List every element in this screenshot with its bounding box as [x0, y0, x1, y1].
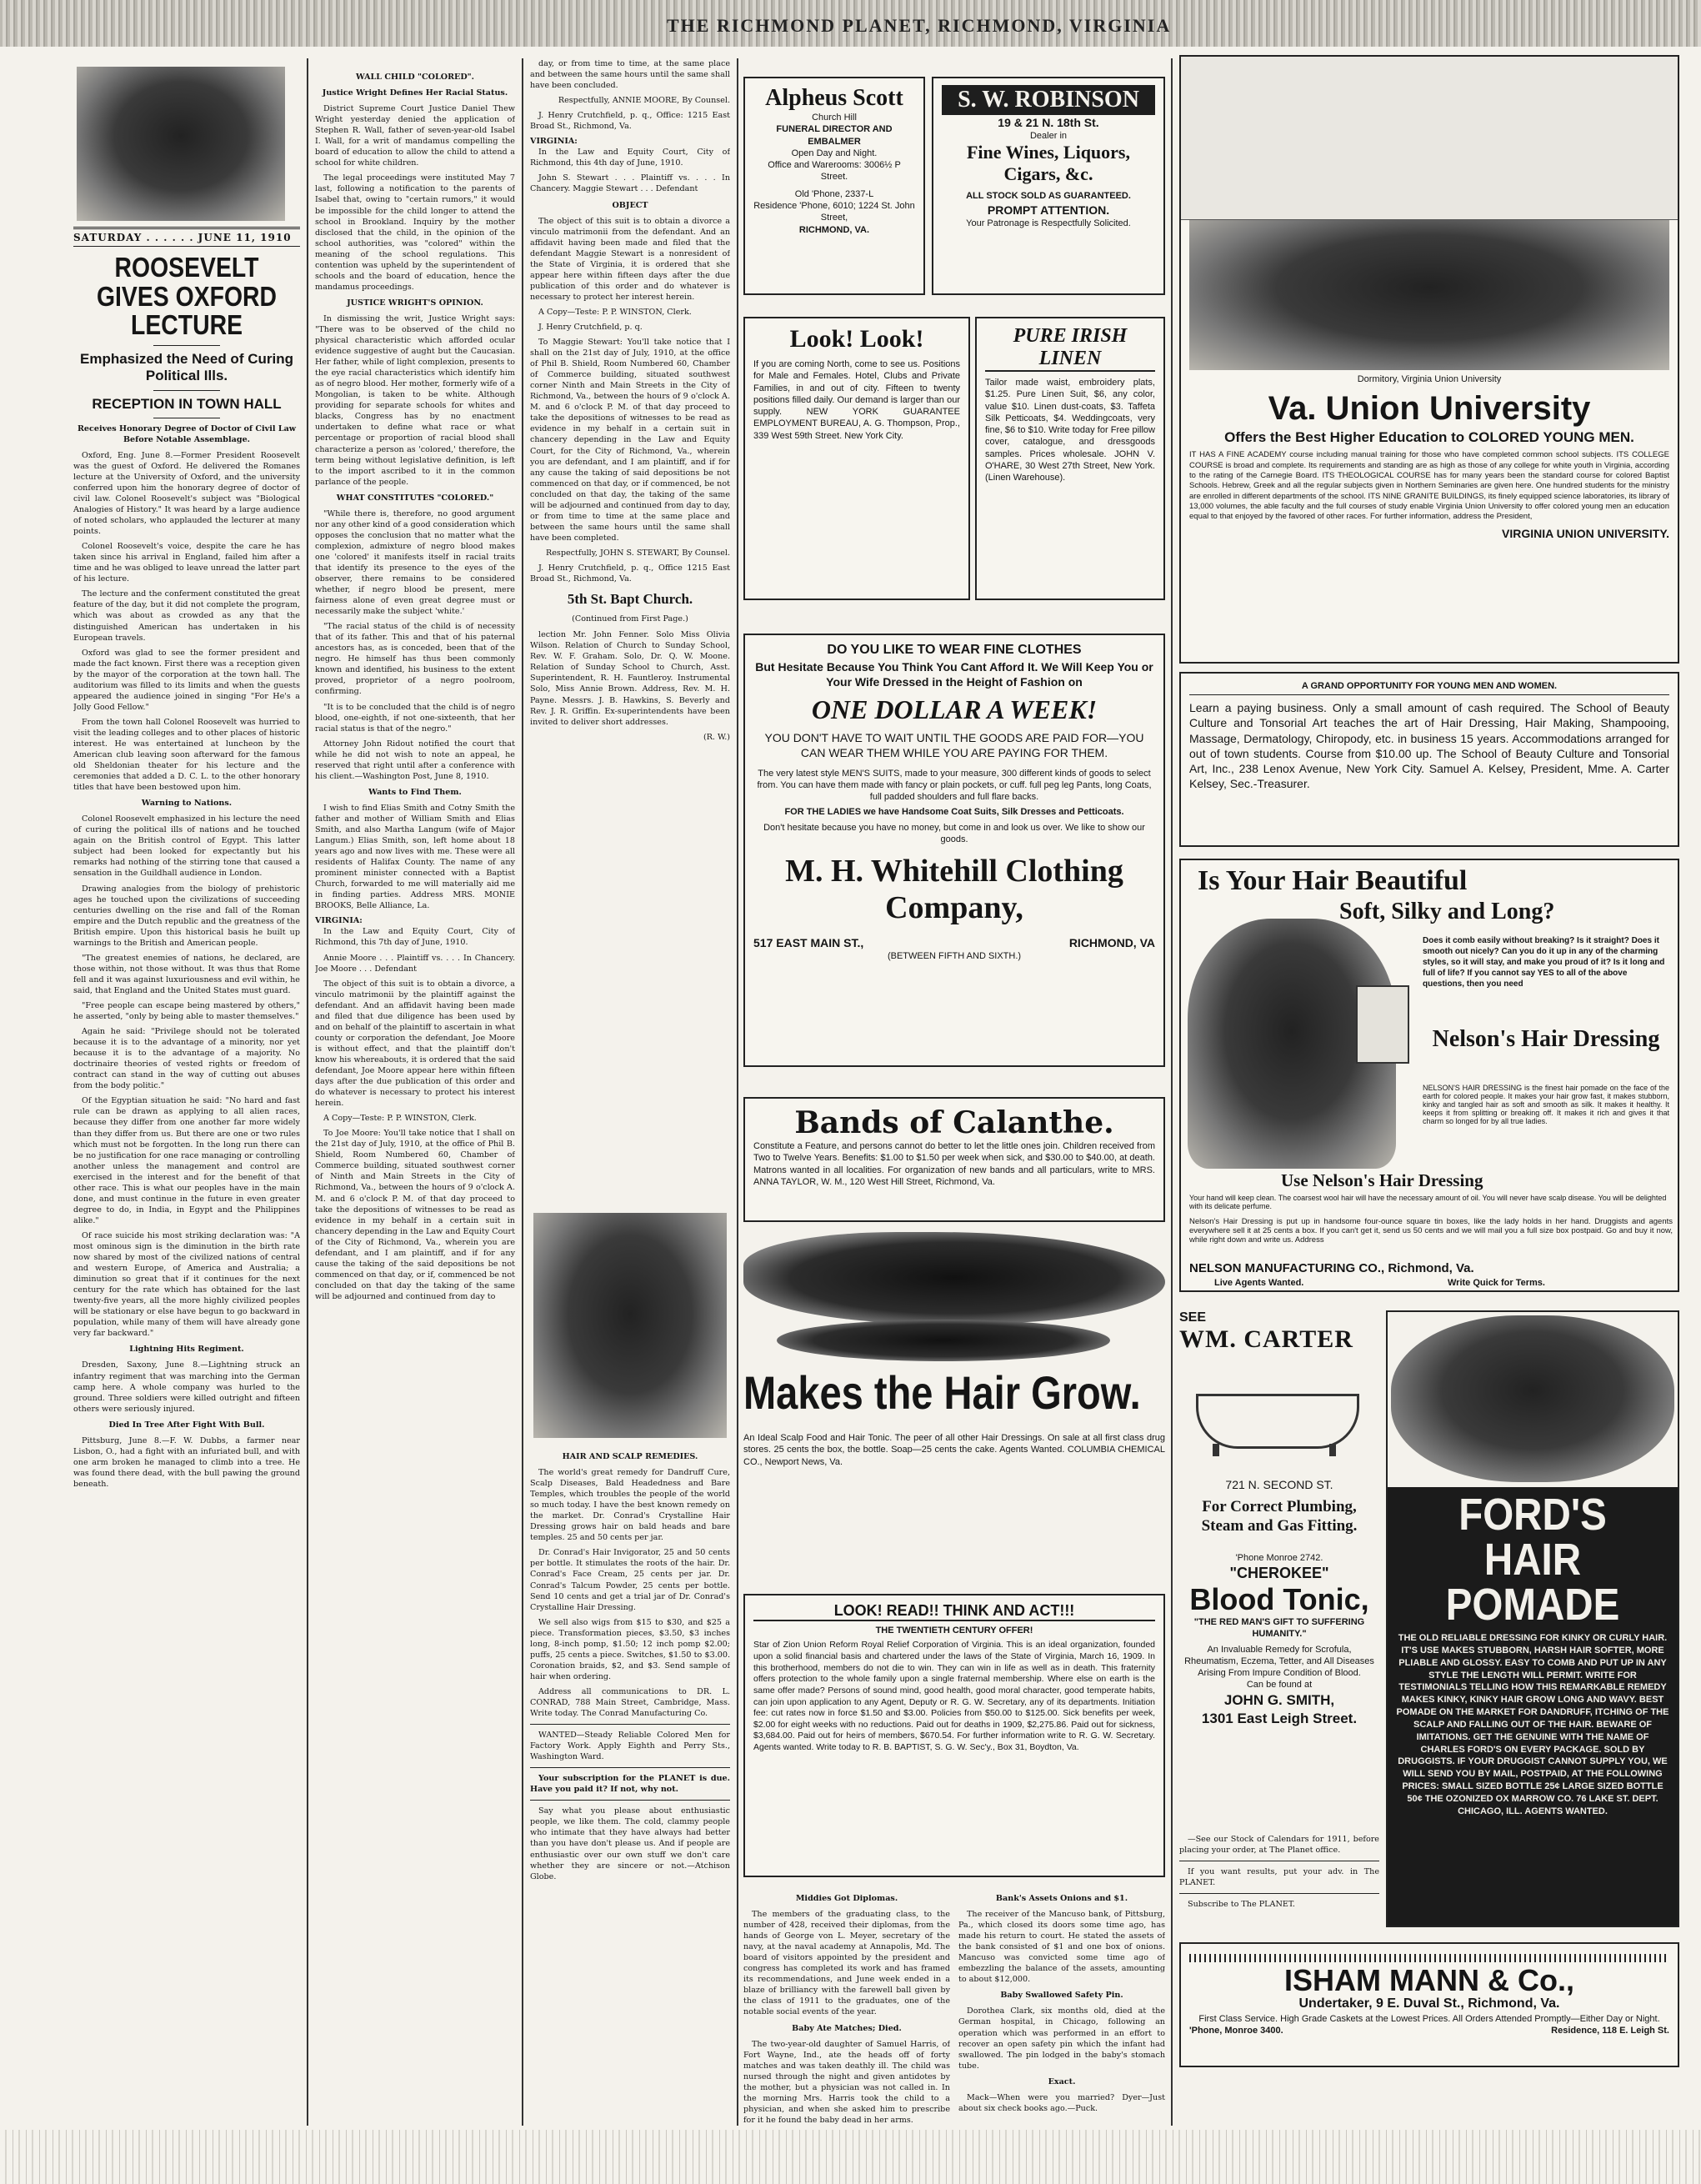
ad-title: A GRAND OPPORTUNITY FOR YOUNG MEN AND WOMEN.	[1189, 680, 1669, 695]
ad-cherokee-blood-tonic	[1179, 1564, 1379, 1822]
ad-text: PROMPT ATTENTION.	[987, 203, 1110, 217]
woman-portrait-illustration	[1391, 1315, 1674, 1482]
article-headline: WALL CHILD "COLORED".	[355, 73, 475, 82]
ad-whitehill-clothing	[743, 634, 1165, 1067]
column-two	[315, 67, 515, 2126]
column-one	[73, 227, 300, 2127]
paragraph: The members of the graduating class, to the number of 428, received their diplomas, from the hands of George von L. Meyer, secretary of the navy, at the naval academy at Annapolis, Md. The board of visitors appointed by the president and congress has completed its work and has framed its recommendations, and June week ended in a blaze of brilliancy with the farewell ball given by the class of 1911 to the graduates, one of the notable social events of the year.	[743, 1910, 950, 2017]
subhead: Baby Swallowed Safety Pin.	[1000, 1991, 1123, 2001]
bathtub-icon	[1196, 1377, 1363, 1460]
ad-title: Makes the Hair Grow.	[743, 1366, 1141, 1419]
ad-text: Can be found at	[1246, 1680, 1313, 1691]
ad-bands-of-calanthe	[743, 1097, 1165, 1222]
ad-text: Dealer in	[1029, 131, 1068, 142]
news-briefs-right	[958, 1888, 1165, 2130]
article-deck: (Continued from First Page.)	[572, 614, 688, 624]
ad-text: Live Agents Wanted.	[1214, 1278, 1304, 1288]
pomade-panel	[1388, 1487, 1678, 1926]
column-three-top	[530, 58, 730, 1284]
ad-title: Look! Look!	[789, 325, 924, 353]
ad-text: Nelson's Hair Dressing	[1432, 1026, 1660, 1052]
masthead-band	[0, 0, 1701, 47]
ad-text: Fine Wines, Liquors, Cigars, &c.	[966, 142, 1130, 185]
ad-text: Write Quick for Terms.	[1448, 1278, 1545, 1288]
ad-text: THE OLD RELIABLE DRESSING FOR KINKY OR CURLY HAIR. IT'S USE MAKES STUBBORN, HARSH HAIR SOFTER, MORE PLIABLE AND GLOSSY. EASY TO COMB AND PUT UP IN ANY STYLE THE LENGTH WILL PERMIT. WRITE FOR TESTIMONIALS TELLING HOW THIS REMARKABLE REMEDY MAKES KINKY, KINKY HAIR GROW LONG AND WAVY. BEST POMADE ON THE MARKET FOR DANDRUFF, ITCHING OF THE SCALP AND FALLING OUT OF THE HAIR. BEWARE OF IMITATIONS. GET THE GENUINE WITH THE NAME OF CHARLES FORD'S ON EVERY PACKAGE. SOLD BY DRUGGISTS. IF YOUR DRUGGIST CANNOT SUPPLY YOU, WE WILL SEND YOU BY MAIL, POSTPAID, AT THE FOLLOWING PRICES: SMALL SIZED BOTTLE 25¢ LARGE SIZED BOTTLE 50¢ THE OZONIZED OX MARROW CO. 76 LAKE ST. DEPT. CHICAGO, ILL. AGENTS WANTED.	[1396, 1633, 1669, 1816]
subhead: Middies Got Diplomas.	[795, 1894, 898, 1903]
paragraph: In the Law and Equity Court, City of Richmond, this 4th day of June, 1910.	[530, 148, 730, 168]
ad-text: Undertaker, 9 E. Duval St., Richmond, Va.	[1298, 1996, 1560, 2011]
headline-deck: Receives Honorary Degree of Doctor of Civil Law Before Notable Assemblage.	[77, 423, 297, 444]
ad-text: An Invaluable Remedy for Scrofula, Rheumatism, Eczema, Tetter, and All Diseases Arising From Impure Condition of Blood.	[1184, 1644, 1374, 1679]
ad-text: SEE	[1179, 1310, 1207, 1325]
ad-text: 'Phone, Monroe 3400.	[1189, 2026, 1283, 2036]
dormitory-photo	[1189, 220, 1669, 370]
paragraph: Of race suicide his most striking declaration was: "A most ominous sign is the diminution in the birth rate now shared by most of the civilized nations of central and western Europe, of America and Australia; a diminution so great that if it continues for the next century for the rate which has obtained for the last twenty-five years, all the more highly civilized peoples will be stationary or else have begun to go backward in population, while many of them will have already gone very far backward."	[73, 1230, 300, 1339]
paragraph: "The greatest enemies of nations, he declared, are those within, not those without. It was thus that Rome fell and it was against luxuriousness and evil within, he said, that England and the United States must guard.	[73, 953, 300, 995]
ad-title: WM. CARTER	[1179, 1325, 1353, 1353]
ad-text: VIRGINIA UNION UNIVERSITY.	[1502, 526, 1669, 540]
ad-text: NELSON MANUFACTURING CO., Richmond, Va.	[1189, 1261, 1474, 1275]
ad-text: 721 N. SECOND ST.	[1225, 1478, 1333, 1491]
news-briefs-left	[743, 1888, 950, 2130]
paragraph: In the Law and Equity Court, City of Richmond, this 7th day of June, 1910.	[315, 927, 515, 948]
planet-notices	[1179, 1834, 1379, 1959]
ad-text: IT HAS A FINE ACADEMY course including manual training for those who have completed common school subjects. ITS COLLEGE COURSE is broad and complete. Its requirements and standing are as high as those of any college for white youth in Virginia, according to the rating of the Carnegie Board. ITS THEOLOGICAL COURSE has for many years been the standard course for colored Baptist Schools. Hebrew, Greek and all the regular subjects given in Northern Seminaries are given here. One hundred students for the ministry are enrolled in different departments of the school. ITS NINE GRANITE BUILDINGS, its finely equipped science laboratories, its library of 13,000 volumes, the able faculty and the full courses of study enable Virginia Union University to offer colored young men an education equal to that enjoyed by the favored of other races. For further information, address the President,	[1189, 450, 1669, 522]
paragraph: The two-year-old daughter of Samuel Harris, of Fort Wayne, Ind., ate the heads off of forty matches and was taken deathly ill. The child was nursed through the night and given antidotes by the mother, but a physician was not called in. In the morning Mrs. Harris took the child to a physician, and when she asked him to prescribe for it he found the baby dead in her arms.	[743, 2039, 950, 2125]
ad-title: S. W. ROBINSON	[942, 85, 1155, 115]
masthead-title: THE RICHMOND PLANET, RICHMOND, VIRGINIA	[667, 15, 1172, 36]
ad-text: The very latest style MEN'S SUITS, made to your measure, 300 different kinds of goods to select from. You can have them made with fancy or plain pockets, or cuff. full peg leg Pants, long Coats, full padded shoulders and full flare backs.	[757, 768, 1152, 803]
classified-ad: WANTED—Steady Reliable Colored Men for Factory Work. Apply Eighth and Perry Sts., Washington Ward.	[530, 1731, 730, 1762]
ad-text: ALL STOCK SOLD AS GUARANTEED.	[966, 191, 1131, 202]
ad-text: THE TWENTIETH CENTURY OFFER!	[875, 1625, 1033, 1635]
ad-text: (BETWEEN FIFTH AND SIXTH.)	[887, 950, 1022, 961]
hair-illustration	[777, 1320, 1110, 1361]
subhead: Baby Ate Matches; Died.	[792, 2023, 902, 2033]
paragraph: Pittsburg, June 8.—F. W. Dubbs, a farmer near Lisbon, O., had a fight with an infuriated bull, and with one arm broken he managed to climb into a tree. He was found there dead, with the bull pawing the ground beneath.	[73, 1435, 300, 1489]
article-headline: HAIR AND SCALP REMEDIES.	[562, 1452, 698, 1461]
column-three-bottom	[530, 1446, 730, 2126]
ad-isham-mann	[1179, 1942, 1679, 2067]
column-rule	[1171, 58, 1173, 2126]
ad-text: Nelson's Hair Dressing is put up in handsome four-ounce square tin boxes, like the lady holds in her hand. Druggists and agents everywhere sell it at 25 cents a box. If you can't get it, send us 50 cents and we will mail you a full size box postpaid. Go and buy it now, while right down and write us. Address	[1189, 1217, 1673, 1245]
paragraph: Drawing analogies from the biology of prehistoric ages he touched upon the civilizations of succeeding centuries dwelling on the rise and fall of the Roman empire and the Dutch republic and the greatness of the British empire. Upon this historical basis he built up warnings to the British and American people.	[73, 884, 300, 948]
paragraph: Mack—When were you married? Dyer—Just about six check books ago.—Puck.	[958, 2092, 1165, 2113]
notice: If you want results, put your adv. in The PLANET.	[1179, 1867, 1379, 1888]
legal-heading: VIRGINIA:	[315, 916, 363, 926]
article-deck: Justice Wright Defines Her Racial Status.	[322, 88, 508, 98]
subscription-notice: Your subscription for the PLANET is due. Have you paid it? If not, why not.	[530, 1774, 730, 1795]
ad-title: Blood Tonic,	[1189, 1582, 1369, 1617]
case-caption: John S. Stewart . . . Plaintiff vs. . . . In Chancery. Maggie Stewart . . . Defendant	[530, 173, 730, 194]
ad-text: Open Day and Night.	[791, 148, 878, 158]
column-rule	[522, 58, 523, 2126]
paragraph: Oxford was glad to see the former president and made the fact known. First there was a reception given by the mayor of the corporation at the town hall. The auditorium was filled to its limits and when the guests appeared the audience joined in singing "For He's a Jolly Good Fellow."	[73, 648, 300, 712]
case-caption: Annie Moore . . . Plaintiff vs. . . . In Chancery. Joe Moore . . . Defendant	[315, 953, 515, 974]
ad-text: Church Hill	[812, 113, 857, 123]
notice: Subscribe to The PLANET.	[1188, 1900, 1295, 1910]
ad-text: 517 EAST MAIN ST.,	[753, 935, 864, 949]
subhead: OBJECT	[612, 200, 648, 210]
paragraph: Attorney John Ridout notified the court that while he did not wish to note an appeal, he reserved that right until after a conference with his client.—Washington Post, June 8, 1910.	[315, 739, 515, 781]
subhead: Warning to Nations.	[141, 799, 233, 809]
subhead: JUSTICE WRIGHT'S OPINION.	[347, 298, 483, 308]
ad-title: Alpheus Scott	[765, 85, 903, 111]
headline-deck: RECEPTION IN TOWN HALL	[92, 395, 282, 412]
signature: J. Henry Crutchfield, p. q.	[538, 322, 643, 332]
paragraph: The receiver of the Mancuso bank, of Pittsburg, Pa., which closed its doors some time ago, has made his return to court. He stated the assets of the bank consisted of $1 and one box of onions. Mancuso was convicted some time ago of embezzling the balance of the assets, amounting to about $12,000.	[958, 1910, 1165, 1985]
signature: Respectfully, ANNIE MOORE, By Counsel.	[558, 96, 730, 106]
paragraph: The lecture and the conferment constituted the great feature of the day, but it did not complete the program, which was about as crowded as any that the distinguished American has undertaken in his European travels.	[73, 589, 300, 643]
paragraph: Dresden, Saxony, June 8.—Lightning struck an infantry regiment that was marching into the German camp here. A whole company was hurled to the ground. Three soldiers were killed outright and fifteen others were seriously injured.	[73, 1360, 300, 1414]
paragraph: lection Mr. John Fenner. Solo Miss Olivia Wilson. Relation of Church to Sunday School, Rev. W. F. Graham. Solo, Dr. Q. W. Moone. Relation of Sunday School to Church, Asst. Superintendent, R. H. Fauntleroy. Instrumental Solo, Miss Annie Brown. Address, Rev. M. H. Payne. Messrs. J. B. Hawkins, S. Beverly and Rev. J. R. Griffin. Ex-superintendents have been invited to deliver short addresses.	[530, 630, 730, 727]
dateline: SATURDAY . . . . . . JUNE 11, 1910	[73, 227, 300, 247]
ad-virginia-union	[1179, 55, 1679, 664]
ad-company-name: M. H. Whitehill Clothing Company,	[785, 854, 1123, 926]
legal-heading: VIRGINIA:	[530, 137, 578, 147]
paragraph: Colonel Roosevelt emphasized in his lecture the need of curing the political ills of nations and he touched again on the British control of Egypt. This latter subject had been looked for expectantly but his remarks had nothing of the stirring tone that caused a sensation in the Guildhall audience in London.	[73, 814, 300, 879]
subhead: Lightning Hits Regiment.	[129, 1345, 244, 1355]
ad-text-block	[1181, 57, 1678, 220]
ad-title: ONE DOLLAR A WEEK!	[811, 694, 1098, 725]
paragraph: We sell also wigs from $15 to $30, and $25 a piece. Transformation pieces, $3.50, $3 inches long, 8-inch pomp, $1.50; 12 inch pomp $2.00; puffs, 25 cents a piece. Switches, $1.50 to $3.00. Coronation braids, $2, and $3. Send sample of hair when ordering.	[530, 1617, 730, 1681]
tin-box-icon	[1356, 985, 1409, 1064]
signature: Respectfully, JOHN S. STEWART, By Counsel.	[546, 548, 730, 558]
ad-text: RICHMOND, VA	[1068, 935, 1155, 949]
ad-text: For Correct Plumbing, Steam and Gas Fitting.	[1201, 1498, 1358, 1535]
paragraph: The object of this suit is to obtain a divorce, a vinculo matrimonii by the plaintiff against the defendant. And an affidavit having been made and filed that due diligence has been used by and on behalf of the plaintiff to ascertain in what county or corporation the defendant, Joe Moore is without effect, and that the plaintiff don't know his whereabouts, it is ordered that the said defendant, Joe Moore appear here within fifteen days after the due publication of this order and do whatever is necessary to protect his interest herein.	[315, 979, 515, 1109]
ad-text: Learn a paying business. Only a small amount of cash required. The School of Beauty Culture and Tonsorial Art teaches the art of Hair Dressing, Hair Making, Shampooing, Massage, Dermatology, Chiropody, etc. in business 15 years. Accommodations arranged for out of town students. Course from $10.00 up. The School of Beauty Culture and Tonsorial Art, Inc., 238 Lenox Avenue, New York City. Samuel A. Kelsey, President, Mme. A. Carter Kelsey, Sec.-Treasurer.	[1189, 701, 1669, 791]
ad-alpheus-scott	[743, 77, 925, 295]
portrait-photo	[77, 67, 285, 221]
ad-text: JOHN G. SMITH,	[1223, 1691, 1335, 1708]
photo-caption: Dormitory, Virginia Union University	[1357, 374, 1502, 384]
column-rule	[737, 58, 738, 2126]
ad-text: But Hesitate Because You Think You Cant Afford It. We Will Keep You or Your Wife Dressed in the Height of Fashion on	[755, 659, 1153, 689]
signature: J. Henry Crutchfield, p. q., Office 1215 East Broad St., Richmond, Va.	[530, 563, 730, 584]
ad-hair-grow	[743, 1232, 1165, 1582]
paragraph: The world's great remedy for Dandruff Cure, Scalp Diseases, Bald Headedness and Bare Temples, which troubles the people of the world so much today. I have the best known remedy on the market. Dr. Conrad's Crystalline Hair Dressing grows hair on bald heads and bare temples. 25 and 50 cents per jar.	[530, 1468, 730, 1543]
paragraph: District Supreme Court Justice Daniel Thew Wright yesterday denied the application of Stephen R. Wall, father of seven-year-old Isabel I. Wall, for a writ of mandamus compelling the board of education to allow the child to attend a school for white children.	[315, 104, 515, 168]
ad-text: Does it comb easily without breaking? Is it straight? Does it smooth out nicely? Can you do it up in any of the charming styles, so it will stay, and make you proud of it? Is it long and full of life? If you cannot say YES to all of the above questions, then you need	[1423, 936, 1665, 989]
paragraph: "While there is, therefore, no good argument nor any other kind of a good consideration which opposes the conclusion that no matter what the complexion, admixture of negro blood makes one 'colored' it manifests itself in racial traits that identify its presence to the eyes of the observer, there remains to be considered whether, if negro blood be present, mere fairness alone of even great degree must or necessarily make the subject 'white.'	[315, 508, 515, 617]
ad-title: LOOK! READ!! THINK AND ACT!!!	[753, 1602, 1155, 1621]
subhead: Wants to Find Them.	[368, 787, 462, 797]
ad-text: Residence 'Phone, 6010; 1224 St. John Street,	[753, 201, 915, 223]
ad-robinson	[932, 77, 1165, 295]
paragraph: To Joe Moore: You'll take notice that I shall on the 21st day of July, 1910, at the office of Phil B. Shield, Room Numbered 60, Chamber of Commerce building, situated southwest corner of Ninth and Main Streets in the City of Richmond, Va., between the hours of 9 o'clock A. M. and 6 o'clock P. M. of that day proceed to take the depositions of witnesses to be read as evidence in my behalf in a certain suit in chancery depending in the Law and Equity Court of the City of Richmond, Va., wherein you are defendant, and I am plaintiff, and if for any cause the taking of the said depositions be not commenced on that day, or if, commenced be not concluded on that day the taking of the same will be adjourned and continued from day to	[315, 1129, 515, 1301]
ad-text: If you are coming North, come to see us. Positions for Male and Females. Hotel, Clubs and Private Families, in and out of city. Fifteen to twenty positions filled daily. Our demand is larger than our supply. NEW YORK GUARANTEE EMPLOYMENT BUREAU, A. G. Thompson, Prop., 339 West 59th Street. New York City.	[753, 359, 960, 441]
ad-text: Residence, 118 E. Leigh St.	[1551, 2026, 1669, 2036]
article-body	[73, 450, 300, 1490]
ad-text: "CHEROKEE"	[1229, 1565, 1329, 1581]
paragraph: The object of this suit is to obtain a divorce a vinculo matrimonii from the defendant. And an affidavit having been made and filed that the defendant Maggie Stewart is a nonresident of the State of Virginia, it is ordered that she appear here within fifteen days after the due publication of this order and do whatever is necessary to protect her interest herein.	[530, 216, 730, 302]
ad-text: Constitute a Feature, and persons cannot do better to let the little ones join. Children received from Two to Twelve Years. Benefits: $1.00 to $1.50 per week when sick, and $30.00 to $40.00, at death. Matrons wanted in all localities. For organization of new bands and all particulars, write to MRS. ANNA TAYLOR, W. M., 120 West Hill Street, Richmond, Va.	[753, 1141, 1155, 1187]
paragraph: "Free people can escape being mastered by others," he asserted, "only by being able to master themselves."	[73, 1001, 300, 1022]
ad-text: Old 'Phone, 2337-L	[794, 188, 874, 199]
paragraph: Say what you please about enthusiastic people, we like them. The cold, clammy people who intimate that they have always had better than you have don't please us. And if people are enthusiastic over our own stuff we don't care whether they are sincere or not.—Atchison Globe.	[530, 1806, 730, 1881]
paragraph: To Maggie Stewart: You'll take notice that I shall on the 21st day of July, 1910, at the office of Phil B. Shield, Room Numbered 60, Chamber of Commerce building, situated southwest corner Ninth and Main Streets in the City of Richmond, Va., between the hours of 9 o'clock A. M. and 6 o'clock P. M. of that day proceed to take the depositions of witnesses to be read as evidence in my behalf in a certain suit in chancery depending in the Law and Equity Court, for the City of Richmond, Va., wherein you are defendant, and I am plaintiff, and if for any cause the taking of said depositions be not commenced on that day, or if commenced, be not concluded on that day, the taking of the same will be adjourned and continued from day to day, or from time to time at the same place and between the same hours until the same shall have been completed.	[530, 338, 730, 543]
ad-text: "THE RED MAN'S GIFT TO SUFFERING HUMANITY."	[1193, 1616, 1365, 1640]
ad-text: RICHMOND, VA.	[798, 224, 870, 235]
ad-title: Is Your Hair Beautiful	[1198, 865, 1468, 896]
subhead: Bank's Assets Onions and $1.	[995, 1894, 1128, 1903]
ad-text: 1301 East Leigh Street.	[1201, 1710, 1358, 1726]
ad-text: An Ideal Scalp Food and Hair Tonic. The peer of all other Hair Dressings. On sale at all first class drug stores. 25 cents the box, the bottle. Soap—25 cents the cake. Agents Wanted. COLUMBIA CHEMICAL CO., Newport News, Va.	[743, 1433, 1165, 1467]
ad-text: Your Patronage is Respectfully Solicited.	[966, 218, 1131, 228]
ad-text: 19 & 21 N. 18th St.	[998, 116, 1099, 129]
attestation: A Copy—Teste: P. P. WINSTON, Clerk.	[538, 307, 692, 317]
page-edge-noise	[0, 2130, 1701, 2184]
ad-title: FORD'S HAIR POMADE	[1445, 1490, 1620, 1630]
article-headline: 5th St. Bapt Church.	[567, 591, 693, 608]
column-rule	[307, 58, 308, 2126]
paragraph: "The racial status of the child is of necessity that of its father. This and that of his paternal ancestors has, as is conceded, been that of the negro. He himself has thus been commonly known and identified, his business to the extent proved, proprietor of a negro poolroom, confirming.	[315, 622, 515, 697]
ad-text: Office and Warerooms: 3006½ P Street.	[768, 160, 901, 183]
ad-title: PURE IRISH LINEN	[985, 325, 1155, 372]
ad-employment-bureau	[743, 317, 970, 600]
paragraph: From the town hall Colonel Roosevelt was hurried to visit the leading colleges and to other places of historic interest. He was entertained at luncheon by the American club leaving soon afterward for the famous old Sheldonian theater for his lecture and the ceremonies that added a D. C. L. to the other honorary titles that have been bestowed upon him.	[73, 717, 300, 793]
ad-text: Don't hesitate because you have no money, but come in and look us over. We like to show our goods.	[763, 822, 1145, 845]
paragraph: The legal proceedings were instituted May 7 last, following a notification to the parents of Isabel that, owing to "certain rumors," it would be impossible for the child longer to attend the school in Brookland. Inquiry by the mother disclosed that the child, in the opinion of the school authorities, was "colored" within the meaning of the school regulations. This contention was upheld by the superintendent of schools and the board of education, hence the mandamus proceedings.	[315, 173, 515, 292]
ad-text: DO YOU LIKE TO WEAR FINE CLOTHES	[827, 643, 1082, 657]
signature: J. Henry Crutchfield, p. q., Office: 1215 East Broad St., Richmond, Va.	[530, 111, 730, 132]
subhead: Exact.	[1048, 2076, 1076, 2086]
paragraph: In dismissing the writ, Justice Wright says: "There was to be observed of the child no physical characteristic which afforded ocular evidence suggestive of aught but the Caucasian. Her father, while of light complexion, presents to the eye racial characteristics which identify him as of negro blood. Her mother, formerly wife of a Mongolian, is taken to be white. Although providing for separate schools for whites and blacks, Congress has by no enactment undertaken to define what race or what percentage or proportion of racial blood shall characterize a person as 'colored,' therefore, the term being without legislative definition, is left to the import ascribed to it in the common parlance of the people.	[315, 313, 515, 487]
paragraph: Dr. Conrad's Hair Invigorator, 25 and 50 cents per bottle. It stimulates the roots of the hair. Dr. Conrad's Face Cream, 25 cents per jar. Dr. Conrad's Talcum Powder, 25 cents per bottle. Send 10 cents and get a trial jar of Dr. Conrad's Crystalline Hair Dressing.	[530, 1548, 730, 1612]
paragraph: "It is to be concluded that the child is of negro blood, one-eighth, if not one-sixteenth, that her racial status is that of the negro."	[315, 702, 515, 734]
paragraph: day, or from time to time, at the same place and between the same hours until the same shall have been concluded.	[530, 59, 730, 91]
notice: —See our Stock of Calendars for 1911, before placing your order, at The Planet office.	[1179, 1835, 1379, 1856]
ad-text: Soft, Silky and Long?	[1339, 899, 1555, 924]
hair-illustration	[743, 1232, 1165, 1324]
subhead: WHAT CONSTITUTES "COLORED."	[336, 493, 494, 503]
paragraph: Address all communications to DR. L. CONRAD, 788 Main Street, Cambridge, Mass. Write today. The Conrad Manufacturing Co.	[530, 1686, 730, 1719]
signature: (R. W.)	[703, 732, 730, 742]
ad-text: FOR THE LADIES we have Handsome Coat Suits, Silk Dresses and Petticoats.	[784, 807, 1124, 818]
ad-text: Star of Zion Union Reform Royal Relief Corporation of Virginia. This is an ideal organization, founded upon a solid financial basis and chartered under the laws of the State of Virginia, March 16, 1909. In this brotherhood, members do not die to win. They can win in life as well as in death. This fraternity offers protection to the whole family upon a single fraternal membership. Where else on earth is the same offer made? Persons of sound mind, good health, good moral character, good temperate habits, can join upon application to any Agent, Deputy or R. G. W. Secretary, any of its departments. Initiation fee: cut rates now in force $1.50 and $3.00. Policies from $50.00 to $125.00. Sick benefits per week, $2.00 for eight weeks with no reductions. Paid out for deaths in 1909, $2,275.86. Paid out for sickness, $3,684.00. Paid out for heirs of members, $670.54. For further information write to R. G. W. Secretary. Agents wanted. Write today to R. B. BAPTIST, S. G. W. Sec'y., Box 31, Boydton, Va.	[753, 1640, 1155, 1753]
ad-text: Use Nelson's Hair Dressing	[1281, 1170, 1483, 1190]
ad-irish-linen	[975, 317, 1165, 600]
ad-nelsons-hair-dressing	[1179, 859, 1679, 1292]
lead-headline: ROOSEVELT GIVES OXFORD LECTURE	[96, 252, 278, 341]
paragraph: Again he said: "Privilege should not be tolerated because it is to the advantage of a minority, nor yet because it is to the advantage of a majority. No doctrinaire theories of vested rights or freedom of contract can stand in the way of cutting out abuses from the body politic."	[73, 1027, 300, 1091]
paragraph: Oxford, Eng. June 8.—Former President Roosevelt was the guest of Oxford. He delivered the Romanes lecture at the University of Oxford, and the university conferred upon him the honorary degree of doctor of civil law. Colonel Roosevelt's subject was "Biological Analogies of History." It was heard by a large audience of noted scholars, who applauded the lecturer at many points.	[73, 450, 300, 537]
ad-fords-hair-pomade	[1386, 1310, 1679, 1927]
paragraph: I wish to find Elias Smith and Cotny Smith the father and mother of William Smith and Elias Smith, and also Martha Langum (wife of Major Langum.) Elias Smith, son, left home about 18 years ago and now lives with me. These were all residents of Halifax County. The name of any prominent minister connected with a Baptist Church, forwarded to me will materially aid me in finding parties. Address MRS. MONIE BROOKS, Belle Alliance, La.	[315, 803, 515, 911]
paragraph: Of the Egyptian situation he said: "No hard and fast rule can be drawn as applying to all alien races, because they differ from one another far more widely than they differ from us. But there are one or two rules which must not be forgotten. In the long run there can be no justification for one race managing or controlling another unless the management and control are exercised in the interest and for the benefit of that other race. This is what our peoples have in the main done, and must continue in the future in even greater degree to do, in India, in Egypt and the Philippines alike."	[73, 1096, 300, 1225]
ad-text: FUNERAL DIRECTOR AND EMBALMER	[776, 124, 893, 147]
ad-title: Va. Union University	[1268, 390, 1591, 428]
ad-text: NELSON'S HAIR DRESSING is the finest hair pomade on the face of the earth for colored people. It makes your hair grow fast, it makes stubborn, kinky and tangled hair as soft and smooth as silk. It makes it healthy. It keeps it from splitting or breaking off. It makes it rich and gives it that charm so longed for by all true ladies.	[1423, 1084, 1669, 1125]
ad-star-of-zion	[743, 1594, 1165, 1877]
ad-text: Offers the Best Higher Education to COLORED YOUNG MEN.	[1224, 429, 1634, 446]
ad-title: Bands of Calanthe.	[794, 1105, 1114, 1140]
ad-beauty-culture	[1179, 672, 1679, 847]
ad-text: Tailor made waist, embroidery plats, $1.25. Pure Linen Suit, $6, any color, value $10. Linen dust-coats, $3. Taffeta Silk Petticoats, $4. Weddingcoats, very fine, $6 to $10. Write today for Free pillow cover, catalogue, and dressgoods samples. Prices wholesale. JOHN V. O'HARE, 30 West 27th Street, New York. (Linen Warehouse).	[985, 378, 1155, 483]
subhead: Died In Tree After Fight With Bull.	[108, 1420, 265, 1430]
ad-text: Your hand will keep clean. The coarsest wool hair will have the necessary amount of oil. You will never have scalp disease. You will be delighted with its delicate perfume.	[1189, 1194, 1667, 1210]
ad-text: 'Phone Monroe 2742.	[1235, 1553, 1323, 1563]
ad-text: First Class Service. High Grade Caskets at the Lowest Prices. All Orders Attended Promptly—Either Day or Night.	[1198, 2013, 1660, 2024]
paragraph: Dorothea Clark, six months old, died at the German hospital, in Chicago, following an operation which was performed in an effort to recover an open safety pin which the infant had swallowed. The pin lodged in the baby's stomach tube.	[958, 2006, 1165, 2071]
headline-deck: Emphasized the Need of Curing Political Ills.	[80, 350, 293, 384]
ad-title: ISHAM MANN & Co.,	[1284, 1963, 1574, 1997]
hair-woman-photo	[533, 1213, 727, 1438]
ad-text: YOU DON'T HAVE TO WAIT UNTIL THE GOODS ARE PAID FOR—YOU CAN WEAR THEM WHILE YOU ARE PAYING FOR THEM.	[764, 731, 1144, 760]
paragraph: Colonel Roosevelt's voice, despite the care he has taken since his arrival in England, failed him after a time and he was obliged to leave unread the latter part of his lecture.	[73, 542, 300, 584]
attestation: A Copy—Teste: P. P. WINSTON, Clerk.	[323, 1114, 477, 1124]
